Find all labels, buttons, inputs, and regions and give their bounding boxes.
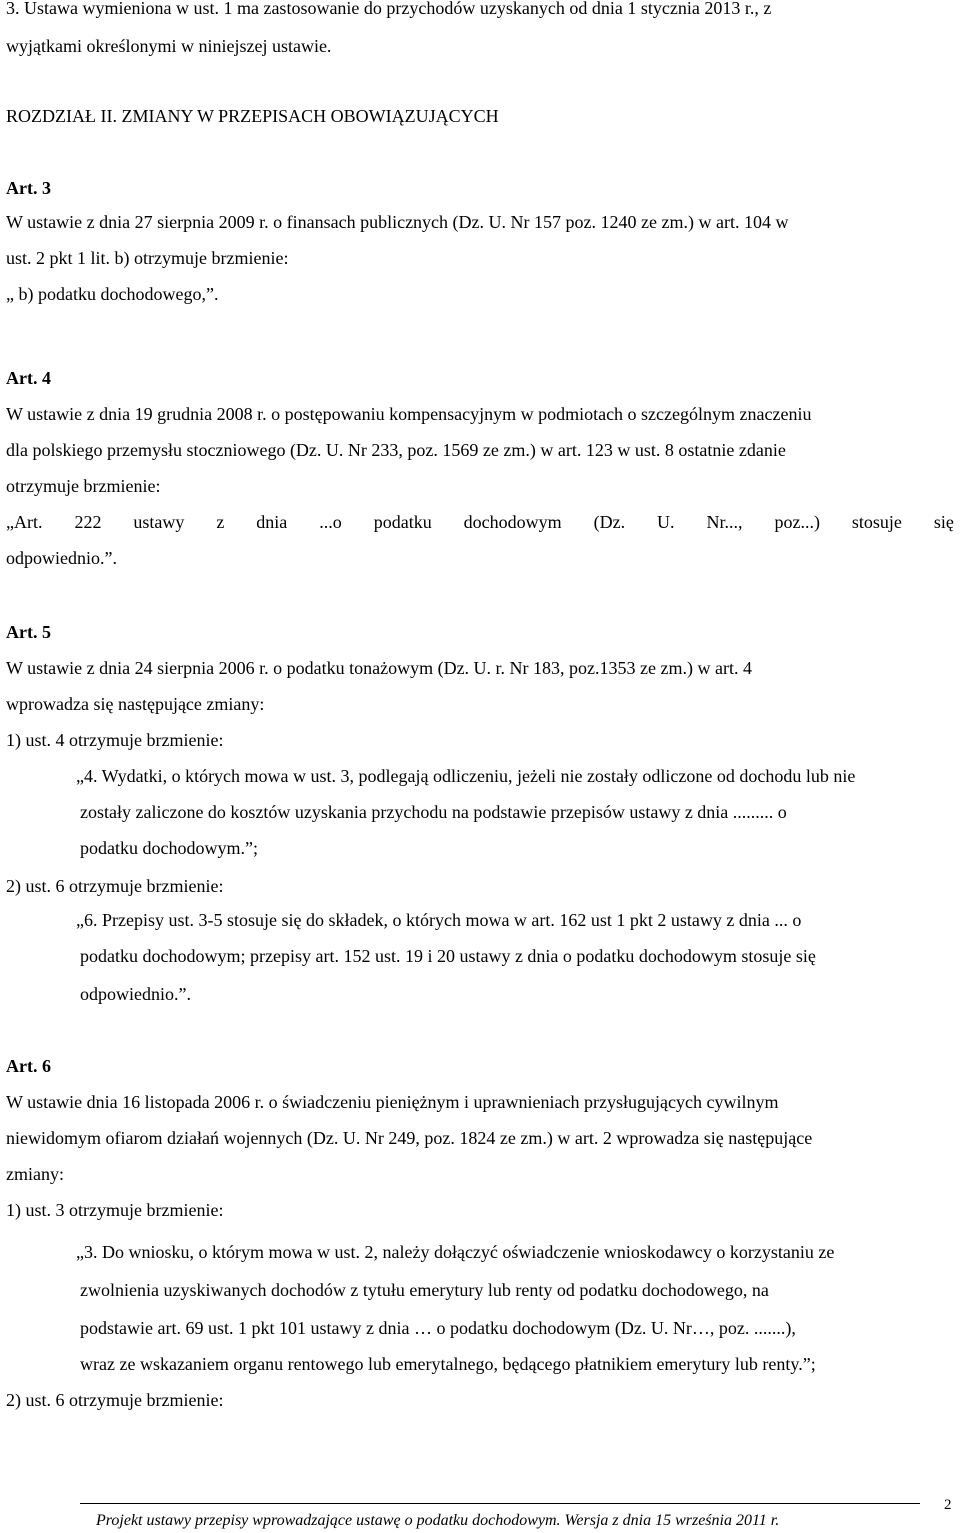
word: (Dz. <box>593 512 626 532</box>
text-line: wprowadza się następujące zmiany: <box>6 694 265 714</box>
list-item: 1) ust. 4 otrzymuje brzmienie: <box>6 730 224 750</box>
word: „Art. <box>6 512 43 532</box>
article-heading: Art. 4 <box>6 368 51 388</box>
word: dnia <box>256 512 288 532</box>
text-line: „ b) podatku dochodowego,”. <box>6 284 219 304</box>
text-line: odpowiednio.”. <box>6 548 117 568</box>
word: 222 <box>74 512 102 532</box>
quoted-text-line: „4. Wydatki, o których mowa w ust. 3, podlegają odliczeniu, jeżeli nie zostały odliczone od dochodu lub nie <box>76 766 856 786</box>
text-line: ust. 2 pkt 1 lit. b) otrzymuje brzmienie: <box>6 248 289 268</box>
article-heading: Art. 3 <box>6 178 51 198</box>
word: U. <box>657 512 675 532</box>
footer-divider <box>80 1503 920 1504</box>
chapter-heading: ROZDZIAŁ II. ZMIANY W PRZEPISACH OBOWIĄZUJĄCYCH <box>6 106 499 126</box>
text-line: W ustawie z dnia 19 grudnia 2008 r. o postępowaniu kompensacyjnym w podmiotach o szczególnym znaczeniu <box>6 404 812 424</box>
quoted-text-line: zostały zaliczone do kosztów uzyskania przychodu na podstawie przepisów ustawy z dnia ......... o <box>80 802 787 822</box>
word: Nr..., <box>706 512 743 532</box>
text-line: wyjątkami określonymi w niniejszej ustawie. <box>6 36 332 56</box>
word: się <box>933 512 954 532</box>
page-number: 2 <box>944 1497 952 1513</box>
article-heading: Art. 6 <box>6 1056 51 1076</box>
word: ustawy <box>133 512 185 532</box>
word: stosuje <box>851 512 902 532</box>
quoted-text-line: zwolnienia uzyskiwanych dochodów z tytułu emerytury lub renty od podatku dochodowego, na <box>80 1280 769 1300</box>
text-line: W ustawie z dnia 24 sierpnia 2006 r. o podatku tonażowym (Dz. U. r. Nr 183, poz.1353 ze zm.) w art. 4 <box>6 658 752 678</box>
list-item: 2) ust. 6 otrzymuje brzmienie: <box>6 1390 224 1410</box>
text-line: niewidomym ofiarom działań wojennych (Dz. U. Nr 249, poz. 1824 ze zm.) w art. 2 wprowadza się następujące <box>6 1128 813 1148</box>
text-line: 3. Ustawa wymieniona w ust. 1 ma zastosowanie do przychodów uzyskanych od dnia 1 stycznia 2013 r., z <box>6 0 772 18</box>
word: z <box>216 512 225 532</box>
justified-text-line <box>6 510 954 534</box>
word: poz...) <box>774 512 820 532</box>
text-line: otrzymuje brzmienie: <box>6 476 161 496</box>
text-line: W ustawie dnia 16 listopada 2006 r. o świadczeniu pieniężnym i uprawnieniach przysługujących cywilnym <box>6 1092 779 1112</box>
quoted-text-line: „3. Do wniosku, o którym mowa w ust. 2, należy dołączyć oświadczenie wnioskodawcy o korzystaniu ze <box>76 1242 835 1262</box>
quoted-text-line: wraz ze wskazaniem organu rentowego lub emerytalnego, będącego płatnikiem emerytury lub renty.”; <box>80 1354 816 1374</box>
text-line: zmiany: <box>6 1164 64 1184</box>
quoted-text-line: odpowiednio.”. <box>80 984 191 1004</box>
quoted-text-line: „6. Przepisy ust. 3-5 stosuje się do składek, o których mowa w art. 162 ust 1 pkt 2 ustawy z dnia ... o <box>76 910 802 930</box>
list-item: 1) ust. 3 otrzymuje brzmienie: <box>6 1200 224 1220</box>
list-item: 2) ust. 6 otrzymuje brzmienie: <box>6 876 224 896</box>
article-heading: Art. 5 <box>6 622 51 642</box>
word: ...o <box>319 512 342 532</box>
text-line: W ustawie z dnia 27 sierpnia 2009 r. o finansach publicznych (Dz. U. Nr 157 poz. 1240 ze zm.) w art. 104 w <box>6 212 789 232</box>
text-line: dla polskiego przemysłu stoczniowego (Dz. U. Nr 233, poz. 1569 ze zm.) w art. 123 w ust. 8 ostatnie zdanie <box>6 440 786 460</box>
quoted-text-line: podatku dochodowym; przepisy art. 152 ust. 19 i 20 ustawy z dnia o podatku dochodowym stosuje się <box>80 946 816 966</box>
quoted-text-line: podstawie art. 69 ust. 1 pkt 101 ustawy z dnia … o podatku dochodowym (Dz. U. Nr…, poz. .......), <box>80 1318 796 1338</box>
word: podatku <box>373 512 432 532</box>
page-footer: Projekt ustawy przepisy wprowadzające ustawę o podatku dochodowym. Wersja z dnia 15 września 2011 r. <box>96 1512 780 1529</box>
quoted-text-line: podatku dochodowym.”; <box>80 838 258 858</box>
word: dochodowym <box>463 512 562 532</box>
